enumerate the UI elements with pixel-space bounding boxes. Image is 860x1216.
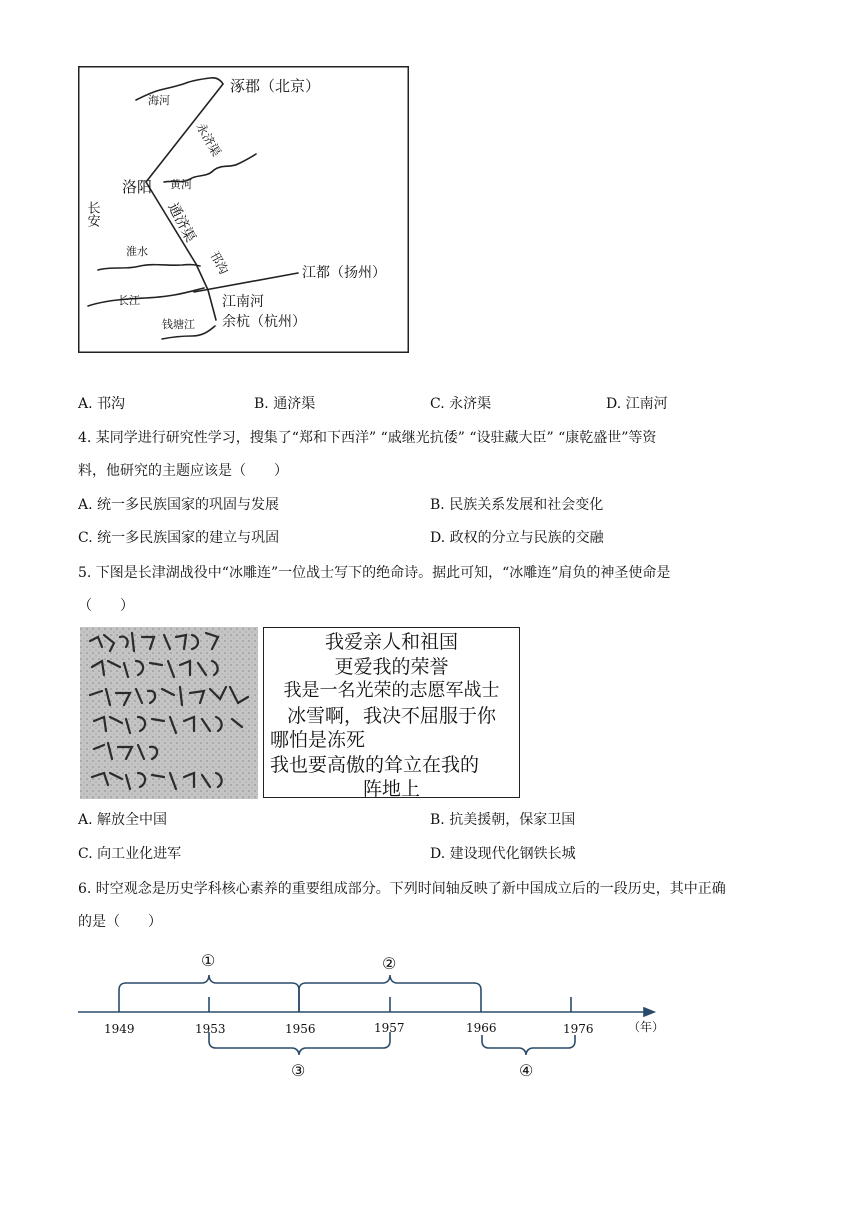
q3-option-b[interactable]: B. 通济渠 [254,396,316,412]
q4-option-c[interactable]: C. 统一多民族国家的建立与巩固 [78,530,280,546]
year-label: 1966 [466,1021,497,1035]
map-label-yongji: 永济渠 [193,120,224,159]
map-label-hangou: 邗沟 [207,248,231,277]
map-label-changan: 长安 [84,201,100,227]
q5-option-a[interactable]: A. 解放全中国 [78,812,168,828]
map-label-huaishui: 淮水 [126,245,148,258]
poem-line: 哪怕是冻死 [270,729,366,751]
timeline-arrow [644,1008,654,1016]
map-label-qiantangjiang: 钱塘江 [162,318,195,331]
brace-4 [482,1035,575,1055]
q5-stem-line1: 5. 下图是长津湖战役中“冰雕连”一位战士写下的绝命诗。据此可知，“冰雕连”肩负的神圣使命是 [78,565,671,581]
q5-option-b[interactable]: B. 抗美援朝，保家卫国 [430,812,576,828]
map-label-yuhang: 余杭（杭州） [222,314,306,330]
year-label: 1976 [563,1022,594,1036]
poem-line: 我是一名光荣的志愿军战士 [283,680,500,701]
map-label-jiangdu: 江都（扬州） [302,265,386,281]
q3-option-a[interactable]: A. 邗沟 [78,396,126,412]
q4-stem-line1: 4. 某同学进行研究性学习，搜集了“郑和下西洋” “戚继光抗倭” “设驻藏大臣” “康乾盛世”等资 [78,430,657,446]
map-label-changjiang: 长江 [118,294,140,307]
map-label-zhuojun: 涿郡（北京） [230,77,321,95]
q5-option-c[interactable]: C. 向工业化进军 [78,846,182,862]
q4-stem-line2: 料，他研究的主题应该是（ ） [78,463,288,479]
q4-option-b[interactable]: B. 民族关系发展和社会变化 [430,497,604,513]
poem-line: 阵地上 [362,778,420,800]
mark-3: ③ [291,1061,306,1080]
q6-stem-line1: 6. 时空观念是历史学科核心素养的重要组成部分。下列时间轴反映了新中国成立后的一段历史，其中正确 [78,881,726,897]
poem-line: 更爱我的荣誉 [334,655,449,678]
map-label-haihe: 海河 [148,94,170,107]
canal-map [78,66,409,353]
q5-stem-line2: （ ） [78,598,134,614]
year-label: 1957 [374,1021,405,1035]
poem-line: 冰雪啊，我决不屈服于你 [286,704,496,727]
poem-transcription-box [263,627,520,798]
q4-option-d[interactable]: D. 政权的分立与民族的交融 [430,530,604,546]
canal-map-svg [78,66,409,353]
mark-4: ④ [519,1061,534,1080]
year-label: 1953 [195,1022,226,1036]
poem-line: 我爱亲人和祖国 [324,631,458,653]
q5-option-d[interactable]: D. 建设现代化钢铁长城 [430,846,576,862]
year-unit: （年） [628,1020,665,1034]
map-label-huanghe: 黄河 [170,178,192,191]
q3-option-c[interactable]: C. 永济渠 [430,396,492,412]
handwriting-texture [80,627,258,799]
timeline-svg [70,945,710,1085]
year-label: 1949 [104,1022,135,1036]
timeline [70,945,710,1085]
q6-stem-line2: 的是（ ） [78,914,162,930]
q4-option-a[interactable]: A. 统一多民族国家的巩固与发展 [78,497,280,513]
map-label-luoyang: 洛阳 [122,178,153,196]
handwritten-poem-photo [80,627,258,799]
year-label: 1956 [285,1022,316,1036]
mark-1: ① [201,951,216,970]
poem-line: 我也要高傲的耸立在我的 [270,753,480,776]
mark-2: ② [382,954,397,973]
q3-option-d[interactable]: D. 江南河 [606,396,668,412]
map-label-tongji: 通济渠 [164,200,199,245]
map-label-jiangnanhe: 江南河 [222,294,264,310]
